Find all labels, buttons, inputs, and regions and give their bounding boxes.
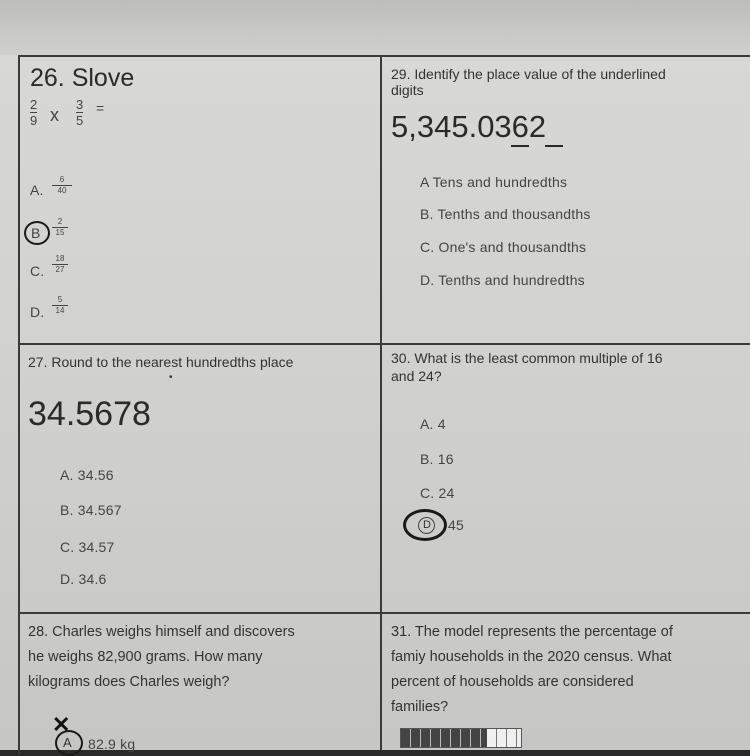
q28-answer-text: 82.9 kg <box>88 736 136 752</box>
q27-number: 34.5678 <box>28 395 151 433</box>
q30-option-c: C. 24 <box>420 485 455 501</box>
q29-title-line1: 29. Identify the place value of the underlined <box>391 66 666 82</box>
q27-option-c: C. 34.57 <box>60 539 115 555</box>
q29-underline-thousandths <box>545 145 563 147</box>
q27-option-a: A. 34.56 <box>60 467 114 483</box>
q29-option-a: A Tens and hundredths <box>420 174 568 190</box>
q31-line1: 31. The model represents the percentage of <box>391 624 673 640</box>
q29-underline-tenths <box>511 145 529 147</box>
q29-option-c: C. One's and thousandths <box>420 239 587 255</box>
q27-dot-marker: • <box>169 372 173 383</box>
q29-option-d: D. Tenths and hundredths <box>420 272 585 288</box>
q26-equals: = <box>96 100 105 116</box>
q28-line3: kilograms does Charles weigh? <box>28 674 230 690</box>
q30-option-b: B. 16 <box>420 451 454 467</box>
q27-title: 27. Round to the nearest hundredths place <box>28 354 294 370</box>
q26-option-d-fraction: 5 14 <box>52 296 68 315</box>
q26-option-c-fraction: 18 27 <box>52 255 68 274</box>
q26-option-b-fraction: 2 15 <box>52 218 68 237</box>
q28-cross-mark: ✕ <box>52 712 71 737</box>
grid-divider-vertical <box>380 55 382 750</box>
q30-option-d-value: 45 <box>448 517 464 533</box>
top-margin <box>0 0 750 55</box>
q29-title-line2: digits <box>391 82 424 98</box>
q30-option-d-letter: D <box>423 519 431 531</box>
q28-line1: 28. Charles weighs himself and discovers <box>28 624 295 640</box>
q26-option-d-letter: D. <box>30 304 45 320</box>
q26-option-c-letter: C. <box>30 263 45 279</box>
q31-model-shaded-cells <box>401 729 487 747</box>
q26-option-b-letter: B <box>31 225 41 241</box>
q26-fraction-b: 3 5 <box>76 97 84 128</box>
grid-divider-row-1 <box>18 343 750 345</box>
q27-option-b: B. 34.567 <box>60 502 122 518</box>
q26-operator: x <box>50 105 59 125</box>
q30-title-line2: and 24? <box>391 368 442 384</box>
q28-line2: he weighs 82,900 grams. How many <box>28 649 263 665</box>
q31-line3: percent of households are considered <box>391 674 634 690</box>
q26-fraction-a: 2 9 <box>30 97 38 128</box>
q31-percent-model-grid <box>400 728 522 748</box>
q27-option-d: D. 34.6 <box>60 571 107 587</box>
q30-title-line1: 30. What is the least common multiple of 16 <box>391 350 663 366</box>
q31-line2: famiy households in the 2020 census. What <box>391 649 672 665</box>
q26-option-a-fraction: 6 40 <box>52 176 72 195</box>
grid-divider-row-2 <box>18 612 750 614</box>
q29-number: 5,345.0362 <box>391 109 547 144</box>
q30-option-a: A. 4 <box>420 416 446 432</box>
q28-answer-letter: A <box>63 735 72 750</box>
q31-model-empty-cells <box>487 729 523 747</box>
q26-option-a-letter: A. <box>30 182 44 198</box>
q26-title: 26. Slove <box>30 64 135 92</box>
q29-option-b: B. Tenths and thousandths <box>420 206 591 222</box>
q31-line4: families? <box>391 699 449 715</box>
